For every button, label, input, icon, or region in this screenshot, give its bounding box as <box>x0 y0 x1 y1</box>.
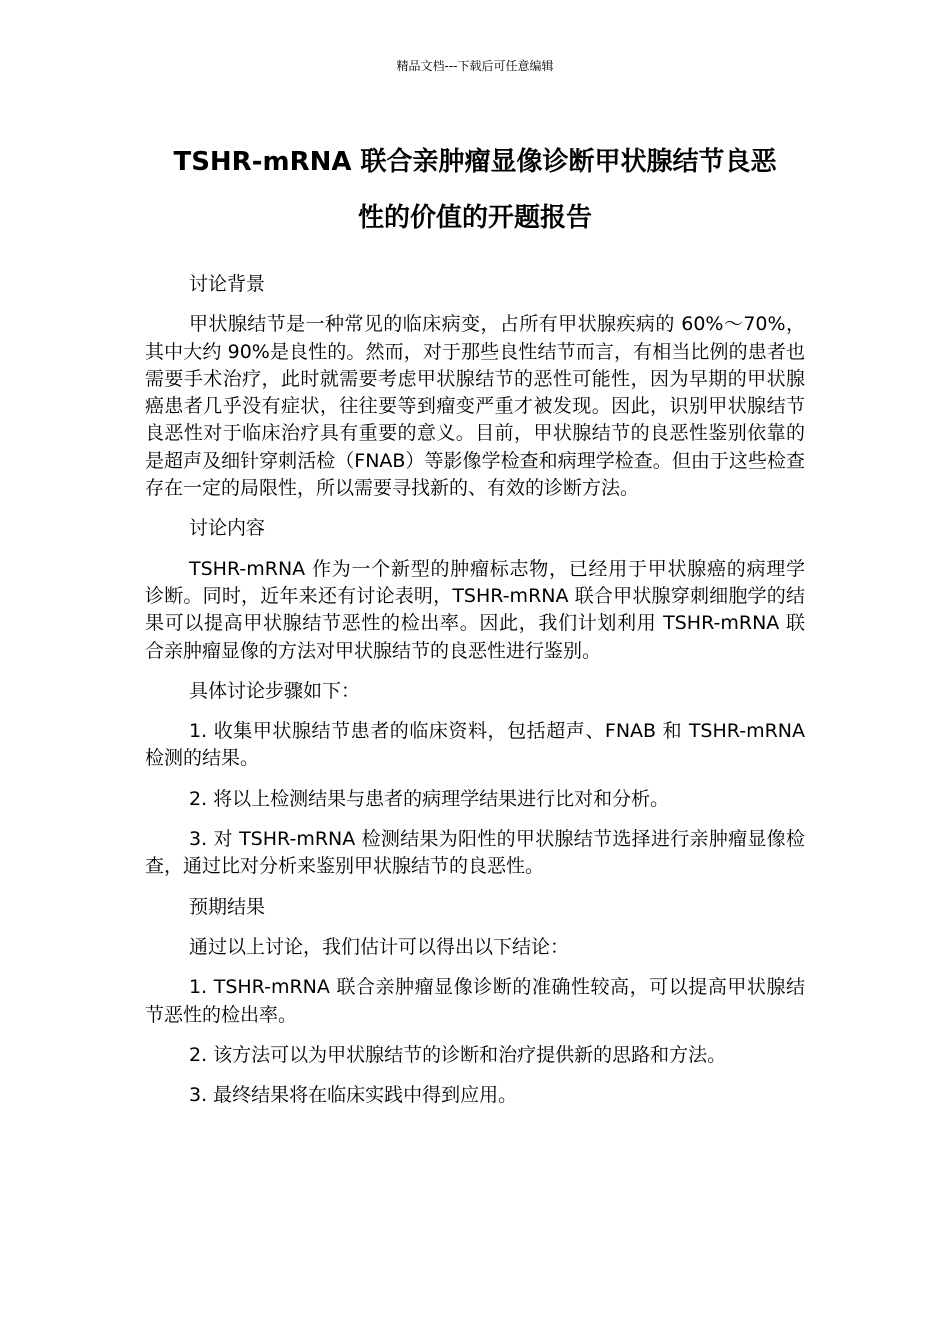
list-item-conclusion-3: 3. 最终结果将在临床实践中得到应用。 <box>189 1084 518 1107</box>
paragraph-content: TSHR-mRNA 作为一个新型的肿瘤标志物，已经用于甲状腺癌的病理学诊断。同时，近年来还有讨论表明，TSHR-mRNA 联合甲状腺穿刺细胞学的结果可以提高甲状腺结节恶性的检出率。因此，我们计划利用 TSHR-mRNA 联合亲肿瘤显像的方法对甲状腺结节的良恶性进行鉴别。 <box>145 557 805 662</box>
section-heading-content: 讨论内容 <box>189 517 266 540</box>
list-item-conclusion-2: 2. 该方法可以为甲状腺结节的诊断和治疗提供新的思路和方法。 <box>189 1043 727 1066</box>
section-heading-background: 讨论背景 <box>189 273 266 295</box>
title-line-2: 性的价值的开题报告 <box>357 203 592 233</box>
paragraph-steps-intro: 具体讨论步骤如下： <box>189 679 361 702</box>
title-line-1: TSHR-mRNA 联合亲肿瘤显像诊断甲状腺结节良恶 <box>173 147 777 177</box>
paragraph-conclusion-intro: 通过以上讨论，我们估计可以得出以下结论： <box>189 935 570 958</box>
header-note: 精品文档---下载后可任意编辑 <box>396 59 554 73</box>
document-body <box>145 271 805 1122</box>
list-item-step-1: 1. 收集甲状腺结节患者的临床资料，包括超声、FNAB 和 TSHR-mRNA 检测的结果。 <box>145 720 805 770</box>
section-heading-expected-results: 预期结果 <box>189 895 266 918</box>
list-item-step-3: 3. 对 TSHR-mRNA 检测结果为阳性的甲状腺结节选择进行亲肿瘤显像检查，通过比对分析来鉴别甲状腺结节的良恶性。 <box>145 828 805 878</box>
document-title <box>120 134 830 246</box>
paragraph-background: 甲状腺结节是一种常见的临床病变，占所有甲状腺疾病的 60%～70%，其中大约 90%是良性的。然而，对于那些良性结节而言，有相当比例的患者也需要手术治疗，此时就需要考虑甲状腺结节的恶性可能性，因为早期的甲状腺癌患者几乎没有症状，往往要等到瘤变严重才被发现。因此，识别甲状腺结节良恶性对于临床治疗具有重要的意义。目前，甲状腺结节的良恶性鉴别依靠的是超声及细针穿刺活检（FNAB）等影像学检查和病理学检查。但由于这些检查存在一定的局限性，所以需要寻找新的、有效的诊断方法。 <box>145 313 805 500</box>
list-item-step-2: 2. 将以上检测结果与患者的病理学结果进行比对和分析。 <box>189 787 670 810</box>
list-item-conclusion-1: 1. TSHR-mRNA 联合亲肿瘤显像诊断的准确性较高，可以提高甲状腺结节恶性的检出率。 <box>145 976 805 1026</box>
